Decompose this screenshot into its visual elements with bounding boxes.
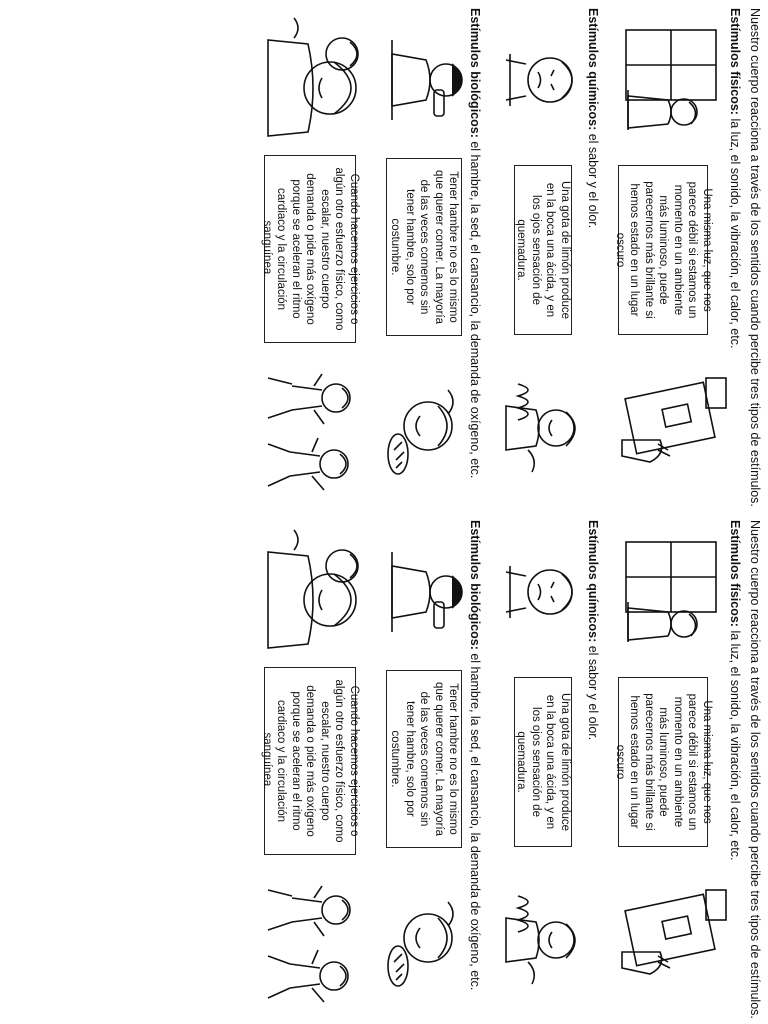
sour-face-child-icon bbox=[504, 552, 584, 632]
biological-text: el hambre, la sed, el cansancio, la demanda de oxígeno, etc. bbox=[468, 653, 482, 991]
drinking-child-icon bbox=[386, 532, 468, 652]
worksheet-copy-2 bbox=[0, 512, 768, 1024]
chemical-text: el sabor y el olor. bbox=[586, 133, 600, 229]
physical-info-box: Una misma luz, que nos parece débil si estamos un momento en un ambiente más luminoso, puede parecernos más brillante si hemos estado en un lugar oscuro bbox=[618, 165, 708, 335]
chemical-heading: Estímulos químicos: bbox=[586, 8, 600, 131]
chemical-heading: Estímulos químicos: bbox=[586, 520, 600, 643]
intro-text: Nuestro cuerpo reacciona a través de los sentidos cuando percibe tres tipos de estímulos. bbox=[748, 520, 762, 1019]
physical-heading: Estímulos físicos: bbox=[728, 520, 742, 627]
child-at-window-icon bbox=[608, 20, 724, 140]
biological-heading: Estímulos biológicos: bbox=[468, 8, 482, 138]
child-with-plant-icon bbox=[498, 370, 588, 480]
physical-info-box: Una misma luz, que nos parece débil si estamos un momento en un ambiente más luminoso, puede parecernos más brillante si hemos estado en un lugar oscuro bbox=[618, 677, 708, 847]
biological-info-box-hunger: Tener hambre no es lo mismo que querer comer. La mayoría de las veces comemos sin tener hambre, solo por costumbre. bbox=[386, 158, 462, 336]
biological-line bbox=[467, 8, 482, 508]
intro-text: Nuestro cuerpo reacciona a través de los sentidos cuando percibe tres tipos de estímulos. bbox=[748, 8, 762, 507]
chemical-info-box: Una gota de limón produce en la boca una ácida, y en los ojos sensación de quemadura. bbox=[514, 165, 572, 335]
sour-face-child-icon bbox=[504, 40, 584, 120]
chemical-text: el sabor y el olor. bbox=[586, 645, 600, 741]
biological-heading: Estímulos biológicos: bbox=[468, 520, 482, 650]
chemical-info-box: Una gota de limón produce en la boca una ácida, y en los ojos sensación de quemadura. bbox=[514, 677, 572, 847]
children-playing-icon bbox=[260, 880, 364, 1012]
children-playing-icon bbox=[260, 368, 364, 500]
biological-info-box-hunger: Tener hambre no es lo mismo que querer comer. La mayoría de las veces comemos sin tener hambre, solo por costumbre. bbox=[386, 670, 462, 848]
mother-and-child-icon bbox=[262, 526, 370, 656]
physical-text: la luz, el sonido, la vibración, el calor, etc. bbox=[728, 118, 742, 349]
biological-info-box-exercise: Cuando hacemos ejercicios o algún otro esfuerzo físico, como escalar, nuestro cuerpo demanda o pide más oxígeno porque se aceleran el ritmo cardiaco y la circulación sanguínea. bbox=[264, 155, 356, 343]
drinking-child-icon bbox=[386, 20, 468, 140]
hand-at-light-switch-icon bbox=[610, 370, 730, 480]
eating-child-icon bbox=[378, 882, 468, 992]
physical-heading: Estímulos físicos: bbox=[728, 8, 742, 115]
biological-line bbox=[467, 520, 482, 1020]
biological-info-box-exercise: Cuando hacemos ejercicios o algún otro esfuerzo físico, como escalar, nuestro cuerpo demanda o pide más oxígeno porque se aceleran el ritmo cardiaco y la circulación sanguínea. bbox=[264, 667, 356, 855]
mother-and-child-icon bbox=[262, 14, 370, 144]
child-at-window-icon bbox=[608, 532, 724, 652]
physical-text: la luz, el sonido, la vibración, el calor, etc. bbox=[728, 630, 742, 861]
eating-child-icon bbox=[378, 370, 468, 480]
biological-text: el hambre, la sed, el cansancio, la demanda de oxígeno, etc. bbox=[468, 141, 482, 479]
child-with-plant-icon bbox=[498, 882, 588, 992]
hand-at-light-switch-icon bbox=[610, 882, 730, 992]
